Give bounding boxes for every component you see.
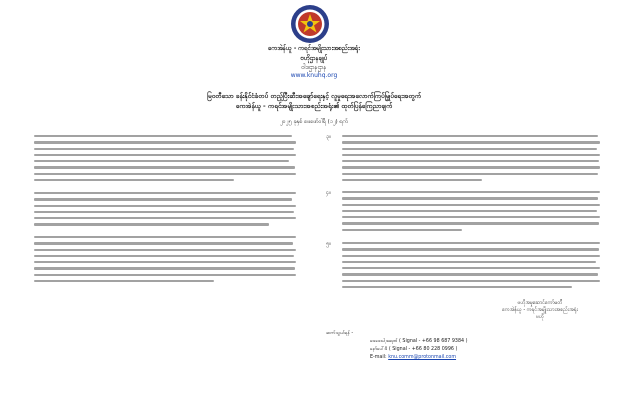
paragraph-3 — [34, 234, 296, 284]
website-link[interactable]: www.knuhq.org — [290, 72, 338, 79]
signature-line-3: ဗဟို — [536, 314, 544, 320]
contact-name-2: နော်ပေါ်ဖီ — [370, 347, 388, 352]
email-link[interactable]: knu.comm@protonmail.com — [388, 355, 457, 360]
signature-line-2: ကေအဲန်ယူ - ကရင်အမျိုးသားအစည်းအရုံး — [502, 307, 578, 313]
paragraph-1 — [34, 133, 296, 183]
contact-person-2 — [326, 346, 586, 354]
headquarters-line: ဗဟိုဌာနချုပ် — [300, 55, 328, 62]
contact-email-row — [326, 354, 586, 362]
contact-phone-2: ( Signal - +66 80 228 0996 ) — [388, 347, 458, 352]
contact-name-1: ဖေဖေးပါ့အရဏ် — [370, 339, 398, 344]
contact-phone-1: ( Signal - +66 98 687 9384 ) — [399, 339, 468, 344]
statement-subtitle: ကေအဲန်ယူ - ကရင်အမျိုးသားအစည်းအရုံး၏ ထုတ်ပြန်ကြေညာချက် — [235, 102, 393, 110]
paragraph-number-4: ၄။ — [326, 190, 331, 196]
contact-person-1 — [326, 338, 586, 346]
organization-name: ကေအဲန်ယူ - ကရင်အမျိုးသားအစည်းအရုံး — [268, 45, 360, 52]
paragraph-2 — [34, 190, 296, 228]
statement-title: မြဝတီသော ခန်းနိုင်ငံခံတပ် တည့်ပြီးဆီးအချော်ရေးနှင့် လူမှုရေးအလောက်ကြပ်မြှုပ်ရေးအတွက် — [206, 92, 422, 100]
statement-date: ၂၀၂၅ ခုနှစ် ဖေဖော်ဝါရီ (၁၂) ရက် — [280, 119, 348, 125]
contact-heading: ဆက်သွယ်ရန် - — [326, 331, 354, 336]
knu-seal-logo — [290, 4, 330, 44]
signature-line-1: ဗဟိုအမှုဆောင်ကော်မတီ — [517, 300, 563, 306]
paragraph-right-3 — [342, 133, 600, 183]
paragraph-number-5: ၅။ — [326, 241, 331, 247]
contact-section — [326, 330, 586, 362]
paragraph-right-4 — [342, 189, 600, 233]
signature-block — [480, 300, 600, 321]
paragraph-right-5 — [342, 240, 600, 290]
office-line: ဝါဒဌာနဌာန — [301, 64, 327, 71]
paragraph-number-3: ၃။ — [326, 134, 331, 140]
email-label: E-mail: — [370, 355, 387, 360]
